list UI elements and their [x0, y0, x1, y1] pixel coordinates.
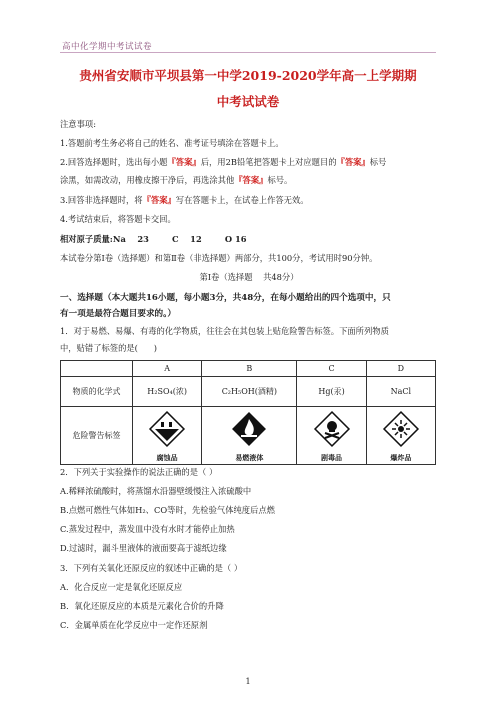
q2-option-b: B.点燃可燃性气体如H₂、CO等时，先检验气体纯度后点燃	[60, 505, 275, 515]
q3-option-c: C．金属单质在化学反应中一定作还原剂	[60, 620, 208, 630]
page-header: 高中化学期中考试试卷	[62, 42, 153, 52]
notice-item-2-cont: 涂黑，如需改动，用橡皮擦干净后，再选涂其他『答案』标号。	[60, 175, 293, 185]
formula-b: C₂H₅OH(酒精)	[202, 377, 297, 407]
flammable-icon	[229, 409, 269, 449]
notice-item-2: 2.回答选择题时，选出每小题『答案』后，用2B铅笔把答题卡上对应题目的『答案』标号	[60, 157, 387, 167]
section-title: 第Ⅰ卷（选择题 共48分）	[199, 272, 299, 282]
table-header-d: D	[366, 361, 435, 377]
corrosive-icon	[147, 409, 187, 449]
exam-intro: 本试卷分第Ⅰ卷（选择题）和第Ⅱ卷（非选择题）两部分，共100分，考试用时90分钟。	[60, 253, 378, 263]
table-header-c: C	[297, 361, 366, 377]
notice-item-3: 3.回答非选择题时，将『答案』写在答题卡上，在试卷上作答无效。	[60, 195, 309, 205]
toxic-icon	[312, 409, 352, 449]
label-b: 易燃液体	[235, 452, 264, 462]
warning-cell-c	[297, 407, 366, 465]
atomic-mass: 相对原子质量:Na 23 C 12 O 16	[60, 234, 247, 244]
label-c: 剧毒品	[321, 452, 343, 462]
page-number: 1	[245, 677, 251, 686]
title-line-2: 中考试试卷	[216, 94, 280, 109]
notice-item-1: 1.答题前考生务必将自己的姓名、准考证号填涂在答题卡上。	[60, 138, 284, 148]
warning-cell-b	[202, 407, 297, 465]
part1-heading-2: 有一项是最符合题目要求的。）	[60, 309, 177, 319]
warning-cell-d	[366, 407, 435, 465]
q1-stem-2: 中，贴错了标签的是( )	[60, 343, 157, 353]
row-label-formula: 物质的化学式	[61, 377, 133, 407]
formula-c: Hg(汞)	[297, 377, 366, 407]
q2-option-d: D.过滤时，漏斗里液体的液面要高于滤纸边缘	[60, 543, 227, 553]
q2-option-a: A.稀释浓硫酸时，将蒸馏水沿器壁缓慢注入浓硫酸中	[60, 486, 252, 496]
formula-a: H₂SO₄(浓)	[133, 377, 202, 407]
row-label-warning: 危险警告标签	[61, 407, 133, 465]
title-line-1: 贵州省安顺市平坝县第一中学2019-2020学年高一上学期期	[79, 68, 417, 83]
label-d: 爆炸品	[390, 452, 412, 462]
warning-cell-a	[133, 407, 202, 465]
notice-item-4: 4.考试结束后，将答题卡交回。	[60, 214, 176, 224]
formula-d: NaCl	[366, 377, 435, 407]
explosive-icon	[381, 409, 421, 449]
header-divider	[60, 52, 436, 53]
q1-stem-1: 1．对于易燃、易爆、有毒的化学物质，往往会在其包装上贴危险警告标签。下面所列物质	[60, 326, 389, 336]
q3-option-a: A．化合反应一定是氧化还原反应	[60, 582, 183, 592]
q1-table	[60, 360, 436, 465]
part1-heading-1: 一、选择题（本大题共16小题，每小题3分，共48分，在每小题给出的四个选项中，只	[60, 293, 391, 303]
notice-heading: 注意事项:	[60, 119, 96, 129]
q2-option-c: C.蒸发过程中，蒸发皿中没有水时才能停止加热	[60, 524, 235, 534]
table-header-blank	[61, 361, 133, 377]
q3-option-b: B．氧化还原反应的本质是元素化合价的升降	[60, 601, 224, 611]
table-header-b: B	[202, 361, 297, 377]
q2-stem: 2．下列关于实验操作的说法正确的是（ ）	[60, 467, 218, 477]
label-a: 腐蚀品	[156, 452, 178, 462]
table-header-a: A	[133, 361, 202, 377]
q3-stem: 3．下列有关氧化还原反应的叙述中正确的是（ ）	[60, 563, 243, 573]
